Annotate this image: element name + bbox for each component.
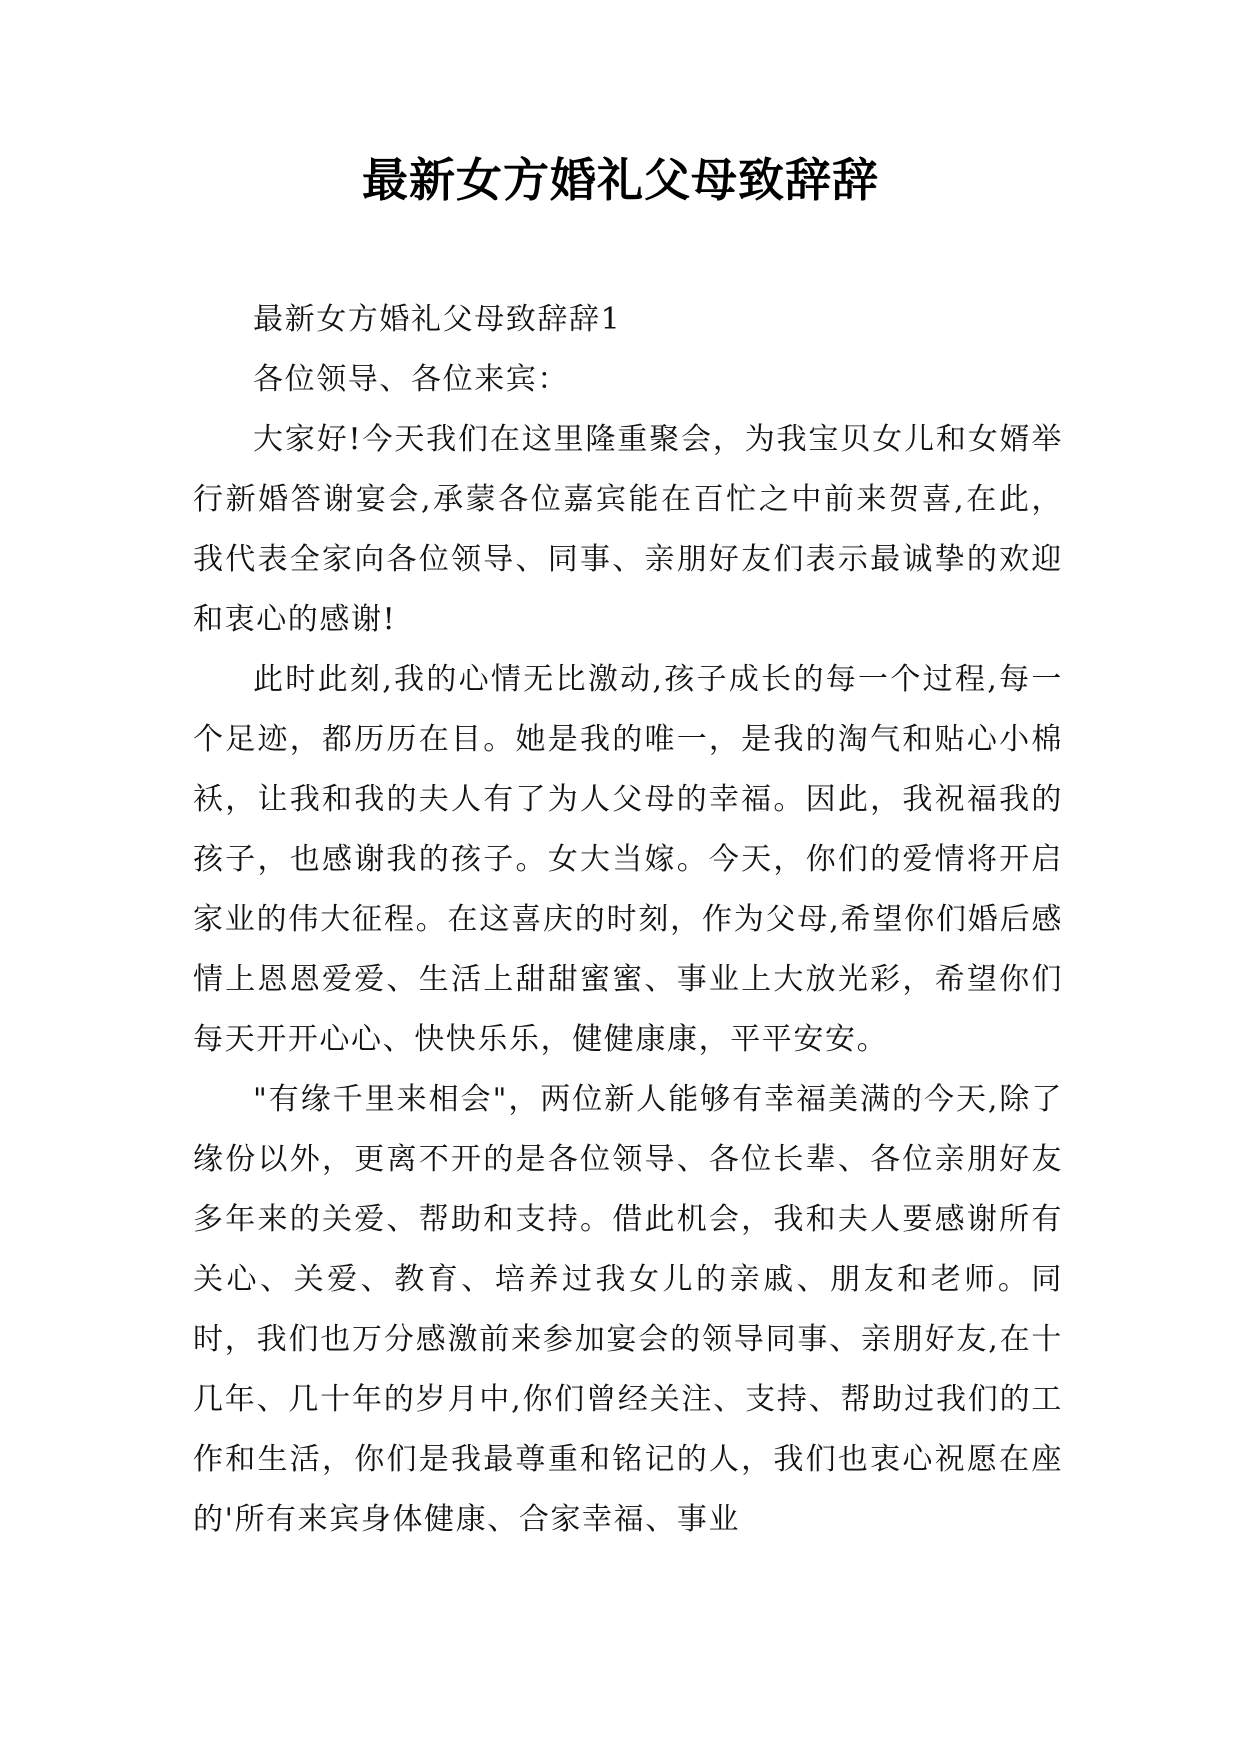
document-body [193, 290, 1063, 1550]
paragraph-greeting: 大家好!今天我们在这里隆重聚会，为我宝贝女儿和女婿举行新婚答谢宴会,承蒙各位嘉宾能在百忙之中前来贺喜,在此，我代表全家向各位领导、同事、亲朋好友们表示最诚挚的欢迎和衷心的感谢! [193, 422, 1063, 637]
paragraph-salutation: 各位领导、各位来宾： [253, 362, 569, 397]
paragraph-heading: 最新女方婚礼父母致辞辞1 [253, 302, 622, 337]
document-title: 最新女方婚礼父母致辞辞 [362, 153, 879, 207]
paragraph-blessing: 此时此刻,我的心情无比激动,孩子成长的每一个过程,每一个足迹，都历历在目。她是我的唯一，是我的淘气和贴心小棉袄，让我和我的夫人有了为人父母的幸福。因此，我祝福我的孩子，也感谢我的孩子。女大当嫁。今天，你们的爱情将开启家业的伟大征程。在这喜庆的时刻，作为父母,希望你们婚后感情上恩恩爱爱、生活上甜甜蜜蜜、事业上大放光彩，希望你们每天开开心心、快快乐乐，健健康康，平平安安。 [193, 662, 1063, 1057]
paragraph-thanks: "有缘千里来相会"，两位新人能够有幸福美满的今天,除了缘份以外，更离不开的是各位领导、各位长辈、各位亲朋好友多年来的关爱、帮助和支持。借此机会，我和夫人要感谢所有关心、关爱、教育、培养过我女儿的亲戚、朋友和老师。同时，我们也万分感激前来参加宴会的领导同事、亲朋好友,在十几年、几十年的岁月中,你们曾经关注、支持、帮助过我们的工作和生活，你们是我最尊重和铭记的人，我们也衷心祝愿在座的'所有来宾身体健康、合家幸福、事业 [193, 1082, 1063, 1537]
